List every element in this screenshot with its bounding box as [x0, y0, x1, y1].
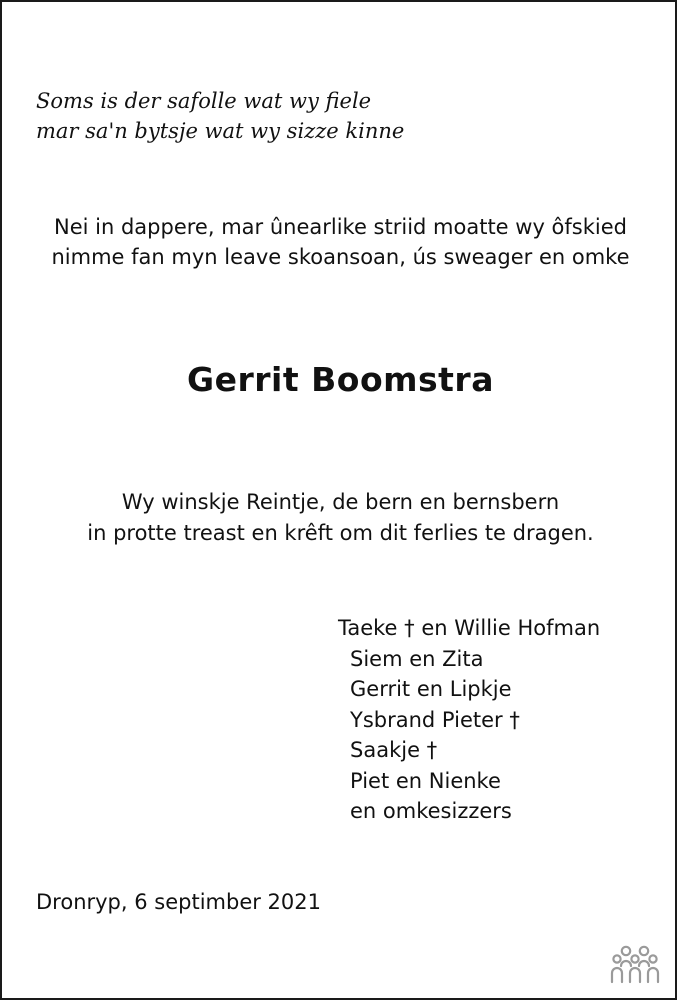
- wish-line: Wy winskje Reintje, de bern en bernsbern: [121, 490, 560, 514]
- family-member: Piet en Nienke: [350, 768, 501, 793]
- people-group-icon: [609, 942, 661, 984]
- intro-line: Nei in dappere, mar ûnearlike striid moatte wy ôfskied: [54, 215, 627, 239]
- place-date: Dronryp, 6 septimber 2021: [36, 890, 321, 914]
- deceased-name: Gerrit Boomstra: [187, 360, 494, 399]
- intro-text: [2, 212, 677, 272]
- family-member: en omkesizzers: [350, 799, 512, 823]
- poem-line: Soms is der safolle wat wy fiele: [36, 89, 372, 113]
- family-member: Ysbrand Pieter †: [350, 707, 520, 732]
- family-head: Taeke † en Willie Hofman: [338, 616, 601, 640]
- intro-line: nimme fan myn leave skoansoan, ús sweager en omke: [51, 245, 630, 269]
- family-signatures: [338, 613, 600, 827]
- poem: [36, 86, 404, 146]
- wish-text: [2, 487, 677, 549]
- family-member: Gerrit en Lipkje: [350, 677, 512, 701]
- poem-line: mar sa'n bytsje wat wy sizze kinne: [36, 119, 405, 143]
- family-member: Saakje †: [350, 738, 438, 762]
- wish-line: in protte treast en krêft om dit ferlies te dragen.: [87, 521, 594, 545]
- family-member: Siem en Zita: [350, 646, 484, 671]
